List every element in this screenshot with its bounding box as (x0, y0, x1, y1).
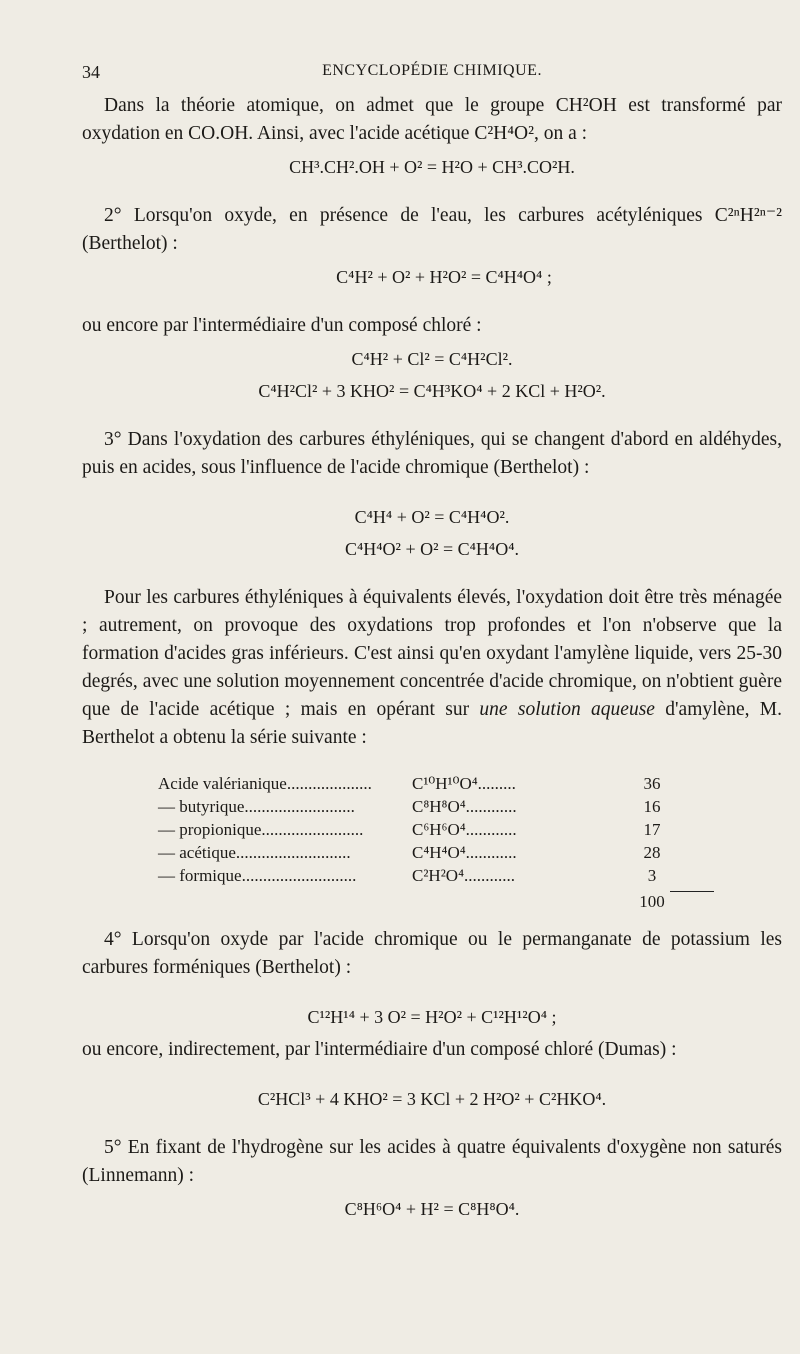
acid-name: — formique........................... (158, 866, 357, 885)
equation-formenic-oxidation: C¹²H¹⁴ + 3 O² = H²O² + C¹²H¹²O⁴ ; (307, 1007, 557, 1027)
equation-dumas: C²HCl³ + 4 KHO² = 3 KCl + 2 H²O² + C²HKO⁴. (257, 1089, 607, 1109)
table-row (82, 797, 782, 820)
paragraph-atomic-theory: Dans la théorie atomique, on admet que le groupe CH²OH est transformé par oxydation en CO.OH. Ainsi, avec l'acide acétique C²H⁴O², on a : (82, 95, 782, 144)
equation-acetylene-chlorination: C⁴H² + Cl² = C⁴H²Cl². (351, 349, 513, 369)
paragraph-chlorinated-route: ou encore par l'intermédiaire d'un composé chloré : (82, 315, 482, 336)
series-total: 100 (639, 892, 665, 911)
acid-formula: C⁸H⁸O⁴............ (412, 797, 517, 816)
table-row (82, 820, 782, 843)
paragraph-linnemann: 5° En fixant de l'hydrogène sur les acides à quatre équivalents d'oxygène non saturés (Linnemann) : (82, 1137, 782, 1186)
paragraph-amylene-part1: Pour les carbures éthyléniques à équivalents élevés, l'oxydation doit être très ménagée ; autrement, on provoque des oxydations trop profondes et l'on n'observe que la formation d'acides gras inférieurs. C'est ainsi qu'en oxydant l'amylène liquide, vers 25-30 degrés, avec une solution moyennement concentrée d'acide chromique, on n'obtient guère que de l'acide acétique ; mais en opérant sur (82, 587, 782, 720)
equation-ethylene-aldehyde: C⁴H⁴ + O² = C⁴H⁴O². (354, 507, 510, 527)
table-total-row (82, 892, 782, 912)
acid-value: 28 (643, 843, 661, 862)
equation-hydrogenation: C⁸H⁶O⁴ + H² = C⁸H⁸O⁴. (344, 1199, 520, 1219)
equation-acetylene-oxidation: C⁴H² + O² + H²O² = C⁴H⁴O⁴ ; (336, 267, 552, 287)
equation-aldehyde-acid: C⁴H⁴O² + O² = C⁴H⁴O⁴. (345, 539, 519, 559)
paragraph-acetylenic: 2° Lorsqu'on oxyde, en présence de l'eau, les carbures acétyléniques C²ⁿH²ⁿ⁻² (Berthelot) : (82, 205, 782, 254)
running-header (82, 62, 782, 86)
acid-name: — propionique........................ (158, 820, 364, 839)
acid-series-table (82, 774, 782, 912)
table-row (82, 843, 782, 866)
equation-ethanol-oxidation: CH³.CH².OH + O² = H²O + CH³.CO²H. (289, 157, 575, 177)
acid-value: 36 (643, 774, 661, 793)
acid-formula: C²H²O⁴............ (412, 866, 516, 885)
page-body (82, 92, 782, 1228)
acid-name: Acide valérianique.................... (158, 774, 372, 793)
acid-formula: C¹⁰H¹⁰O⁴......... (412, 774, 516, 793)
acid-formula: C⁶H⁶O⁴............ (412, 820, 517, 839)
paragraph-amylene-part2: d'amylène, M. Berthelot a obtenu la série suivante : (82, 699, 783, 748)
emphasis-aqueous-solution: une solution aqueuse (479, 699, 655, 720)
page-number: 34 (82, 62, 100, 82)
acid-value: 17 (643, 820, 661, 839)
equation-dichloride-potash: C⁴H²Cl² + 3 KHO² = C⁴H³KO⁴ + 2 KCl + H²O². (258, 381, 606, 401)
acid-value: 16 (643, 797, 661, 816)
running-title: ENCYCLOPÉDIE CHIMIQUE. (322, 62, 542, 79)
paragraph-ethylenic: 3° Dans l'oxydation des carbures éthyléniques, qui se changent d'abord en aldéhydes, puis en acides, sous l'influence de l'acide chromique (Berthelot) : (82, 429, 782, 478)
table-row (82, 774, 782, 797)
paragraph-dumas-route: ou encore, indirectement, par l'intermédiaire d'un composé chloré (Dumas) : (82, 1039, 677, 1060)
acid-value: 3 (647, 866, 657, 885)
acid-name: — acétique........................... (158, 843, 351, 862)
acid-formula: C⁴H⁴O⁴............ (412, 843, 517, 862)
paragraph-amylene (82, 584, 782, 752)
acid-name: — butyrique.......................... (158, 797, 355, 816)
table-row (82, 866, 782, 889)
paragraph-formenic: 4° Lorsqu'on oxyde par l'acide chromique ou le permanganate de potassium les carbures forméniques (Berthelot) : (82, 929, 782, 978)
